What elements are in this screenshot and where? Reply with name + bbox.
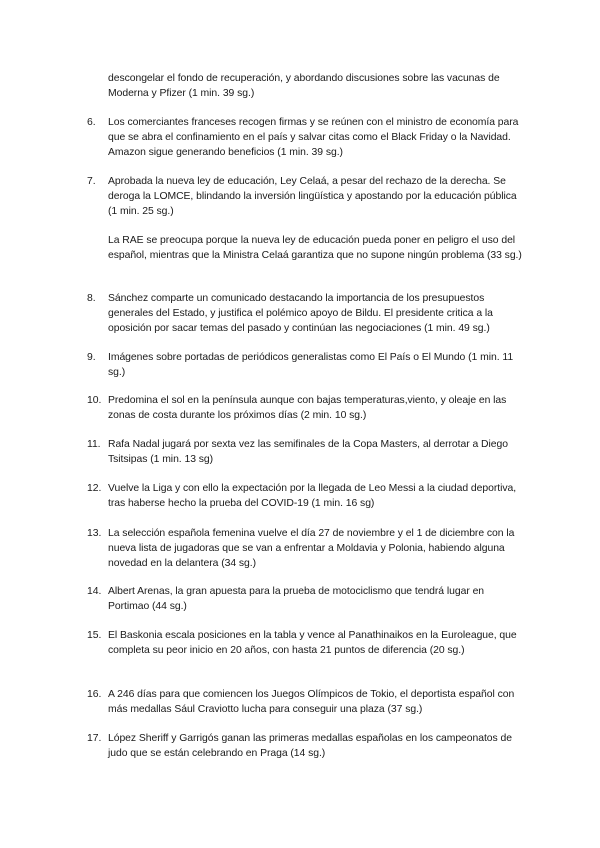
item-text: El Baskonia escala posiciones en la tabla y vence al Panathinaikos en la Euroleague, que completa su peor inicio en 20 años, con hasta 21 puntos de diferencia (20 sg.) (108, 630, 517, 656)
list-item-subparagraph (108, 233, 528, 263)
item-text: Imágenes sobre portadas de periódicos generalistas como El País o El Mundo (1 min. 11 sg.) (108, 352, 514, 378)
item-number: 13. (87, 528, 102, 539)
list-item (87, 481, 528, 511)
list-item (87, 628, 528, 658)
item-text: López Sheriff y Garrigós ganan las primeras medallas españolas en los campeonatos de judo que se están celebrando en Praga (14 sg.) (108, 733, 512, 759)
item-number: 7. (87, 176, 96, 187)
list-item (87, 115, 528, 160)
item-text: Rafa Nadal jugará por sexta vez las semifinales de la Copa Masters, al derrotar a Diego Tsitsipas (1 min. 13 sg) (108, 439, 508, 465)
list-item (87, 526, 528, 571)
list-item (87, 731, 528, 761)
list-item (87, 437, 528, 467)
item-text: Vuelve la Liga y con ello la expectación por la llegada de Leo Messi a la ciudad deportiva, tras haberse hecho la prueba del COVID-19 (1 min. 16 sg) (108, 483, 517, 509)
item-text: A 246 días para que comiencen los Juegos Olímpicos de Tokio, el deportista español con más medallas Sául Craviotto lucha para conseguir una plaza (37 sg.) (108, 689, 515, 715)
list-item (87, 174, 528, 219)
list-item (87, 687, 528, 717)
item-number: 16. (87, 689, 102, 700)
item-text: Sánchez comparte un comunicado destacando la importancia de los presupuestos generales del Estado, y justifica el polémico apoyo de Bildu. El presidente critica a la oposición por sacar temas del pasado y continúan las negociaciones (1 min. 49 sg.) (108, 293, 493, 334)
item-text: Aprobada la nueva ley de educación, Ley Celaá, a pesar del rechazo de la derecha. Se deroga la LOMCE, blindando la inversión lingüística y apostando por la educación pública (1 min. 25 sg.) (108, 176, 517, 217)
item-text: Albert Arenas, la gran apuesta para la prueba de motociclismo que tendrá lugar en Portimao (44 sg.) (108, 586, 485, 612)
item-number: 12. (87, 483, 102, 494)
list-item (87, 350, 528, 380)
item-number: 15. (87, 630, 102, 641)
list-item (87, 291, 528, 336)
item-number: 17. (87, 733, 102, 744)
item-text: Predomina el sol en la península aunque con bajas temperaturas,viento, y oleaje en las zonas de costa durante los próximos días (2 min. 10 sg.) (108, 395, 507, 421)
continuation-paragraph (108, 71, 528, 101)
item-number: 14. (87, 586, 102, 597)
list-item (87, 584, 528, 614)
item-number: 9. (87, 352, 96, 363)
item-number: 11. (87, 439, 101, 450)
item-text: Los comerciantes franceses recogen firmas y se reúnen con el ministro de economía para que se abra el confinamiento en el país y salvar citas como el Black Friday o la Navidad. Amazon sigue generando beneficios (1 min. 39 sg.) (108, 117, 519, 158)
item-number: 6. (87, 117, 96, 128)
item-text: La RAE se preocupa porque la nueva ley de educación pueda poner en peligro el uso del español, mientras que la Ministra Celaá garantiza que no supone ningún problema (33 sg.) (108, 235, 522, 261)
item-number: 8. (87, 293, 96, 304)
list-item (87, 393, 528, 423)
item-text: La selección española femenina vuelve el día 27 de noviembre y el 1 de diciembre con la nueva lista de jugadoras que se van a enfrentar a Moldavia y Polonia, habiendo alguna novedad en la delantera (34 sg.) (108, 528, 515, 569)
continuation-text: descongelar el fondo de recuperación, y abordando discusiones sobre las vacunas de Moderna y Pfizer (1 min. 39 sg.) (108, 73, 500, 99)
item-number: 10. (87, 395, 102, 406)
